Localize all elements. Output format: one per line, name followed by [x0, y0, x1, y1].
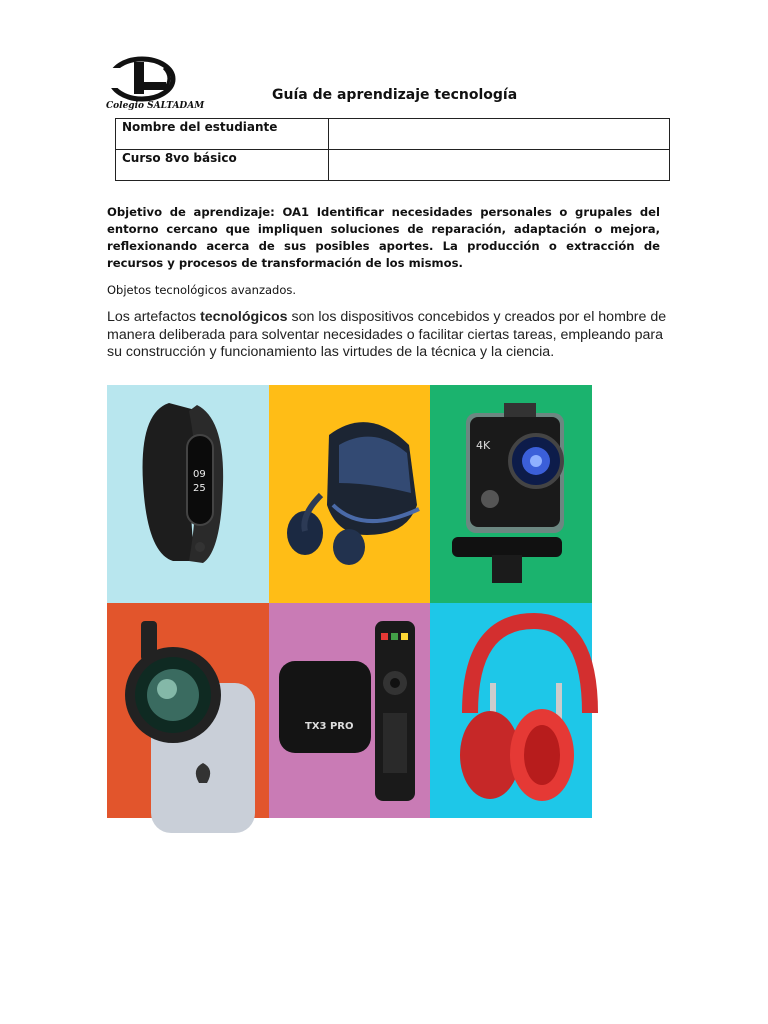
headphones-icon — [430, 603, 592, 818]
tv-box-brand: TX3 PRO — [305, 721, 354, 732]
technology-image-grid — [107, 385, 592, 818]
school-logo — [104, 56, 205, 112]
student-info-table — [115, 118, 670, 181]
camera-resolution-label: 4K — [476, 439, 491, 452]
band-hour: 09 — [193, 469, 206, 480]
tile-headphones — [430, 603, 592, 818]
smartband-icon — [107, 385, 269, 603]
action-camera-icon — [430, 385, 592, 603]
section-subtitle: Objetos tecnológicos avanzados. — [107, 283, 297, 297]
vr-headset-icon — [269, 385, 430, 603]
course-field[interactable] — [329, 150, 670, 181]
tile-tv-box — [269, 603, 430, 818]
student-name-label: Nombre del estudiante — [116, 119, 329, 150]
band-minute: 25 — [193, 483, 206, 494]
paragraph-text-start: Los artefactos — [107, 309, 201, 325]
intro-paragraph — [107, 309, 667, 362]
learning-objective: Objetivo de aprendizaje: OA1 Identificar necesidades personales o grupales del entorno cercano que impliquen soluciones de reparación, adaptación o mejora, reflexionando acerca de sus posibles aportes. La producción o extracción de recursos y procesos de transformación de los mismos. — [107, 205, 660, 270]
phone-lens-icon — [107, 603, 269, 818]
tile-vr-headset — [269, 385, 430, 603]
logo-text: Colegio SALTADAM — [106, 101, 205, 111]
tile-action-camera — [430, 385, 592, 603]
tv-box-icon — [269, 603, 430, 818]
course-label: Curso 8vo básico — [116, 150, 329, 181]
paragraph-text-end: son los dispositivos concebidos y creados por el hombre de manera deliberada para solventar necesidades o facilitar ciertas tareas, empleando para su construcción y funcionamiento las virtudes de la técnica y la ciencia. — [107, 309, 667, 360]
student-name-field[interactable] — [329, 119, 670, 150]
table-row — [116, 150, 670, 181]
page-title: Guía de aprendizaje tecnología — [272, 87, 518, 103]
tile-phone-lens — [107, 603, 269, 818]
tile-smartband — [107, 385, 269, 603]
paragraph-bold-term: tecnológicos — [200, 309, 288, 325]
table-row — [116, 119, 670, 150]
